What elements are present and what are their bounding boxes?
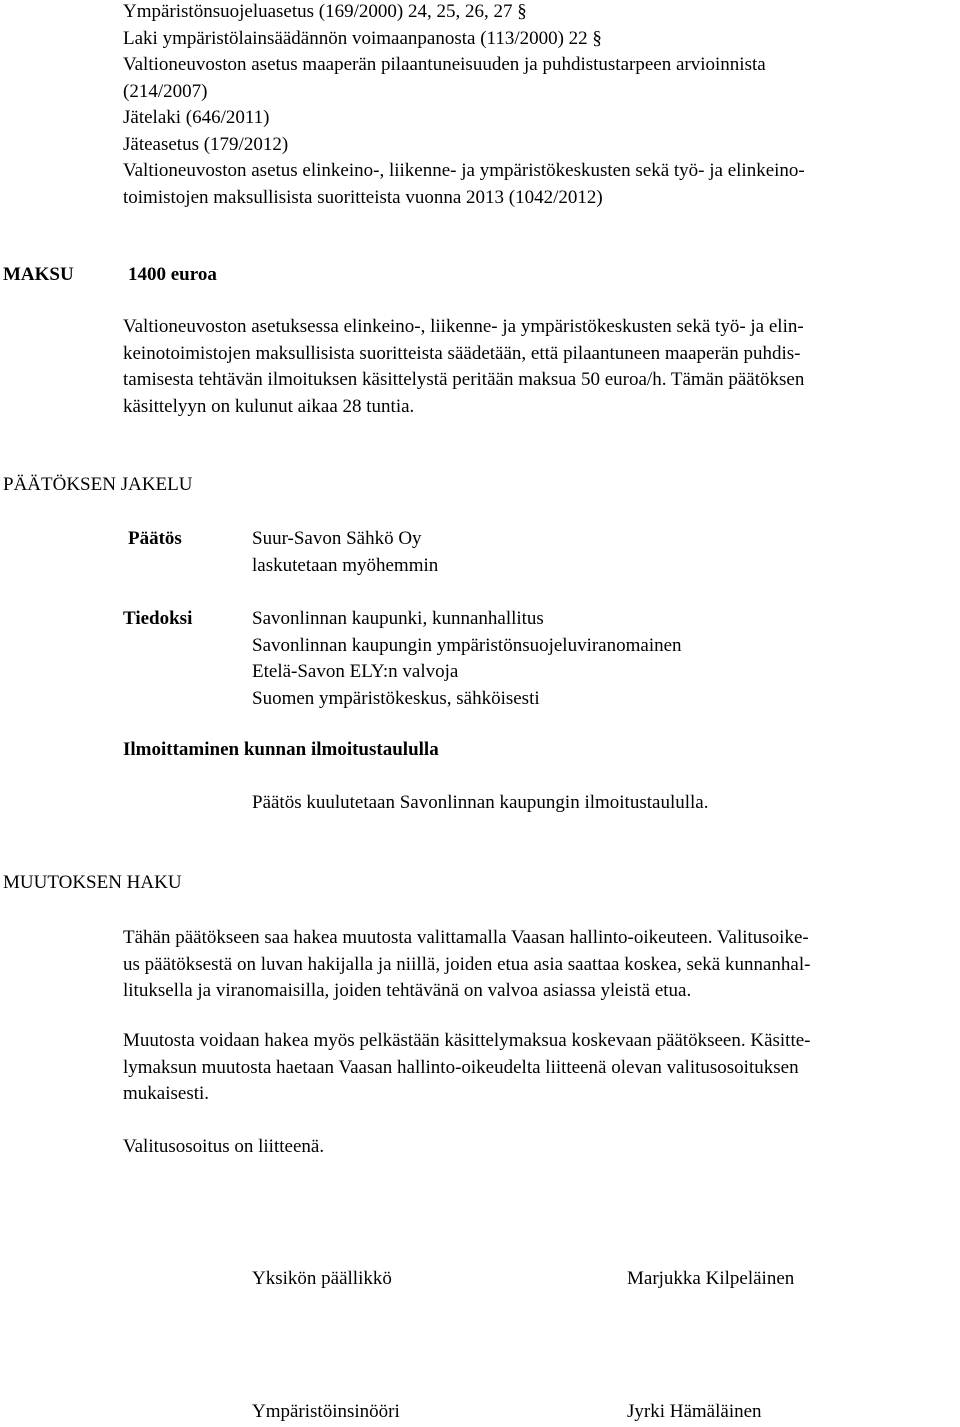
decision-recipient-list	[252, 526, 438, 579]
legal-reference-line: Valtioneuvoston asetus elinkeino-, liikenne- ja ympäristökeskusten sekä työ- ja elinkeino-	[123, 160, 805, 181]
legal-reference-line: (214/2007)	[123, 80, 208, 102]
appeal-paragraph-line: Tähän päätökseen saa hakea muutosta valittamalla Vaasan hallinto-oikeuteen. Valitusoike-	[123, 927, 809, 948]
appeal-heading: MUUTOKSEN HAKU	[3, 872, 182, 893]
fee-description-line: käsittelyyn on kulunut aikaa 28 tuntia.	[123, 395, 415, 417]
fee-description-line: tamisesta tehtävän ilmoituksen käsittelystä peritään maksua 50 euroa/h. Tämän päätöksen	[123, 369, 805, 390]
decision-recipient-line: laskutetaan myöhemmin	[252, 554, 439, 576]
signatory-name: Jyrki Hämäläinen	[627, 1401, 762, 1422]
legal-reference-line: Jäteasetus (179/2012)	[123, 133, 289, 155]
legal-reference-line: Valtioneuvoston asetus maaperän pilaantuneisuuden ja puhdistustarpeen arvioinnista	[123, 54, 766, 75]
for-information-line: Suomen ympäristökeskus, sähköisesti	[252, 687, 540, 709]
appeal-paragraph	[123, 925, 953, 1005]
fee-heading: MAKSU	[3, 264, 74, 285]
for-information-label: Tiedoksi	[123, 608, 193, 629]
distribution-heading: PÄÄTÖKSEN JAKELU	[3, 474, 193, 495]
fee-description-line: keinotoimistojen maksullisista suoritteista säädetään, että pilaantuneen maaperän puhdis-	[123, 342, 801, 364]
signatory-title: Ympäristöinsinööri	[252, 1401, 400, 1422]
appeal-paragraph-line: us päätöksestä on luvan hakijalla ja niillä, joiden etua asia saattaa koskea, sekä kunnanhal-	[123, 953, 811, 975]
fee-description-line: Valtioneuvoston asetuksessa elinkeino-, liikenne- ja ympäristökeskusten sekä työ- ja elin-	[123, 316, 804, 337]
signatory-title: Yksikön päällikkö	[252, 1268, 392, 1289]
for-information-line: Savonlinnan kaupungin ympäristönsuojeluviranomainen	[252, 634, 682, 656]
for-information-list	[252, 606, 682, 712]
legal-reference-line: Jätelaki (646/2011)	[123, 107, 270, 128]
decision-recipient-line: Suur-Savon Sähkö Oy	[252, 528, 422, 549]
appeal-attachment-note: Valitusosoitus on liitteenä.	[123, 1136, 325, 1157]
notice-board-text: Päätös kuulutetaan Savonlinnan kaupungin ilmoitustaululla.	[252, 792, 709, 813]
legal-references	[123, 0, 943, 211]
appeal-paragraph-line: lituksella ja viranomaisilla, joiden tehtävänä on valvoa asiassa yleistä etua.	[123, 980, 692, 1001]
legal-reference-line: Ympäristönsuojeluasetus (169/2000) 24, 25, 26, 27 §	[123, 1, 527, 22]
appeal-fee-paragraph-line: Muutosta voidaan hakea myös pelkästään käsittelymaksua koskevaan päätökseen. Käsitte-	[123, 1030, 811, 1051]
decision-recipient-label: Päätös	[128, 528, 182, 549]
legal-reference-line: toimistojen maksullisista suoritteista vuonna 2013 (1042/2012)	[123, 186, 603, 208]
appeal-fee-paragraph-line: mukaisesti.	[123, 1083, 210, 1104]
appeal-fee-paragraph	[123, 1028, 953, 1108]
fee-description	[123, 314, 953, 420]
legal-reference-line: Laki ympäristölainsäädännön voimaanpanosta (113/2000) 22 §	[123, 27, 602, 49]
for-information-line: Savonlinnan kaupunki, kunnanhallitus	[252, 608, 544, 629]
notice-board-heading: Ilmoittaminen kunnan ilmoitustaululla	[123, 739, 439, 760]
for-information-line: Etelä-Savon ELY:n valvoja	[252, 661, 459, 682]
appeal-fee-paragraph-line: lymaksun muutosta haetaan Vaasan hallinto-oikeudelta liitteenä olevan valitusosoituksen	[123, 1056, 799, 1078]
fee-amount: 1400 euroa	[128, 264, 217, 285]
signatory-name: Marjukka Kilpeläinen	[627, 1268, 795, 1289]
